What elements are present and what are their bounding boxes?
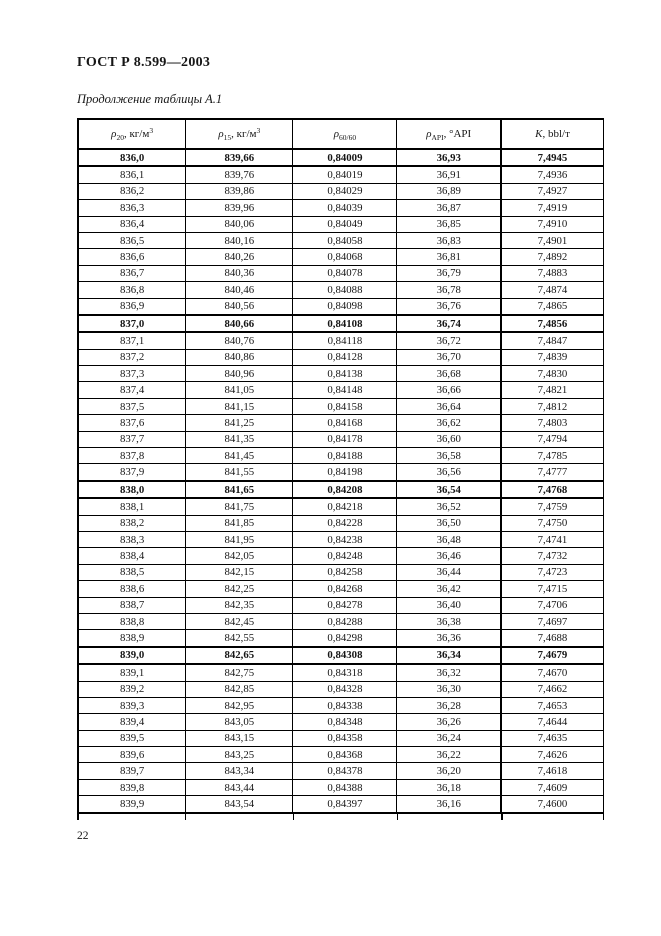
table-cell: 839,96 <box>186 200 293 216</box>
table-cell: 0,84128 <box>293 349 397 365</box>
table-row <box>78 697 604 713</box>
table-cell: 840,86 <box>186 349 293 365</box>
table-cell: 0,84248 <box>293 548 397 564</box>
table-cell: 837,3 <box>78 366 186 382</box>
table-cell: 0,84029 <box>293 183 397 199</box>
table-cell: 36,30 <box>397 681 501 697</box>
table-row <box>78 779 604 795</box>
table-cell: 36,76 <box>397 298 501 315</box>
table-cell: 838,3 <box>78 531 186 547</box>
table-cell: 841,75 <box>186 498 293 515</box>
table-cell: 36,42 <box>397 581 501 597</box>
table-cell: 7,4626 <box>501 747 604 763</box>
table-row <box>78 464 604 481</box>
table-cell: 7,4609 <box>501 779 604 795</box>
table-row <box>78 564 604 580</box>
table-cell: 0,84078 <box>293 265 397 281</box>
table-row <box>78 664 604 681</box>
table-cell: 836,5 <box>78 232 186 248</box>
table-cell: 0,84039 <box>293 200 397 216</box>
table-row <box>78 298 604 315</box>
table-cell: 7,4662 <box>501 681 604 697</box>
table-cell: 36,85 <box>397 216 501 232</box>
table-cell: 0,84228 <box>293 515 397 531</box>
table-cell: 837,2 <box>78 349 186 365</box>
table-cell: 7,4732 <box>501 548 604 564</box>
table-row <box>78 531 604 547</box>
table-cell: 36,91 <box>397 166 501 183</box>
table-cell: 36,81 <box>397 249 501 265</box>
table-cell: 0,84068 <box>293 249 397 265</box>
table-cell: 36,54 <box>397 481 501 498</box>
table-cell: 839,0 <box>78 647 186 664</box>
table-cell: 36,89 <box>397 183 501 199</box>
table-cell: 837,0 <box>78 315 186 332</box>
table-cell: 839,6 <box>78 747 186 763</box>
table-cell: 36,74 <box>397 315 501 332</box>
table-cell: 7,4741 <box>501 531 604 547</box>
table-cell: 36,22 <box>397 747 501 763</box>
table-cell: 843,44 <box>186 779 293 795</box>
table-cell: 36,16 <box>397 796 501 813</box>
table-row <box>78 183 604 199</box>
table-cell: 836,8 <box>78 282 186 298</box>
table-cell: 7,4945 <box>501 149 604 166</box>
table-cell: 841,05 <box>186 382 293 398</box>
table-cell: 841,95 <box>186 531 293 547</box>
table-cell: 0,84019 <box>293 166 397 183</box>
column-header: $\rho_{20}$, $кг/м^3$ <box>78 119 186 149</box>
table-cell: 7,4936 <box>501 166 604 183</box>
table-cell: 840,26 <box>186 249 293 265</box>
table-cell: 840,66 <box>186 315 293 332</box>
table-cell: 841,35 <box>186 431 293 447</box>
table-row <box>78 613 604 629</box>
table-cell: 0,84158 <box>293 398 397 414</box>
table-cell: 0,84288 <box>293 613 397 629</box>
table-row <box>78 398 604 414</box>
table-cell: 842,65 <box>186 647 293 664</box>
table-cell: 842,85 <box>186 681 293 697</box>
table-cell: 0,84358 <box>293 730 397 746</box>
table-cell: 0,84098 <box>293 298 397 315</box>
table-cell: 841,65 <box>186 481 293 498</box>
table-cell: 36,18 <box>397 779 501 795</box>
table-cell: 7,4785 <box>501 448 604 464</box>
table-row <box>78 796 604 813</box>
column-header: K, bbl/т <box>501 119 604 149</box>
table-cell: 838,7 <box>78 597 186 613</box>
table-cell: 839,7 <box>78 763 186 779</box>
table-cell: 0,84188 <box>293 448 397 464</box>
table-cell: 36,70 <box>397 349 501 365</box>
table-cell: 837,6 <box>78 415 186 431</box>
table-cell: 7,4910 <box>501 216 604 232</box>
table-cell: 842,45 <box>186 613 293 629</box>
table-cell: 7,4618 <box>501 763 604 779</box>
table-cell: 36,52 <box>397 498 501 515</box>
table-continuation-tick <box>293 814 294 820</box>
table-cell: 0,84348 <box>293 714 397 730</box>
table-row <box>78 149 604 166</box>
table-cell: 36,60 <box>397 431 501 447</box>
table-row <box>78 630 604 647</box>
table-caption: Продолжение таблицы А.1 <box>77 92 223 106</box>
table-cell: 841,45 <box>186 448 293 464</box>
table-cell: 838,4 <box>78 548 186 564</box>
table-cell: 836,0 <box>78 149 186 166</box>
table-cell: 0,84238 <box>293 531 397 547</box>
table-cell: 836,6 <box>78 249 186 265</box>
document-number: ГОСТ Р 8.599—2003 <box>77 55 211 70</box>
table-row <box>78 515 604 531</box>
table-cell: 842,35 <box>186 597 293 613</box>
table-cell: 7,4688 <box>501 630 604 647</box>
table-cell: 0,84318 <box>293 664 397 681</box>
table-row <box>78 200 604 216</box>
table-cell: 36,93 <box>397 149 501 166</box>
table-cell: 7,4759 <box>501 498 604 515</box>
table-cell: 0,84088 <box>293 282 397 298</box>
table-cell: 0,84138 <box>293 366 397 382</box>
table-cell: 840,46 <box>186 282 293 298</box>
table-cell: 837,8 <box>78 448 186 464</box>
table-header-row <box>78 119 604 149</box>
table-body <box>78 149 604 813</box>
table-cell: 7,4600 <box>501 796 604 813</box>
table-cell: 7,4777 <box>501 464 604 481</box>
table-cell: 7,4644 <box>501 714 604 730</box>
table-cell: 7,4901 <box>501 232 604 248</box>
table-cell: 0,84308 <box>293 647 397 664</box>
table-continuation-tick <box>77 814 79 820</box>
table-cell: 0,84338 <box>293 697 397 713</box>
table-cell: 36,20 <box>397 763 501 779</box>
table-cell: 7,4723 <box>501 564 604 580</box>
table-cell: 0,84108 <box>293 315 397 332</box>
table-cell: 36,38 <box>397 613 501 629</box>
table-cell: 7,4794 <box>501 431 604 447</box>
table-cell: 36,46 <box>397 548 501 564</box>
table-row <box>78 747 604 763</box>
table-cell: 36,48 <box>397 531 501 547</box>
table-cell: 836,4 <box>78 216 186 232</box>
table-cell: 839,3 <box>78 697 186 713</box>
table-cell: 839,9 <box>78 796 186 813</box>
table-cell: 36,28 <box>397 697 501 713</box>
table-cell: 7,4927 <box>501 183 604 199</box>
table-continuation-tick <box>397 814 398 820</box>
table-cell: 36,66 <box>397 382 501 398</box>
table-cell: 839,2 <box>78 681 186 697</box>
table-cell: 0,84278 <box>293 597 397 613</box>
table-cell: 7,4635 <box>501 730 604 746</box>
table-cell: 7,4856 <box>501 315 604 332</box>
table-cell: 837,5 <box>78 398 186 414</box>
table-cell: 0,84258 <box>293 564 397 580</box>
table-cell: 841,25 <box>186 415 293 431</box>
table-cell: 840,76 <box>186 332 293 349</box>
table-cell: 7,4821 <box>501 382 604 398</box>
column-header: $\rho_{15}$, $кг/м^3$ <box>186 119 293 149</box>
table-cell: 7,4839 <box>501 349 604 365</box>
table-cell: 841,15 <box>186 398 293 414</box>
table-cell: 836,2 <box>78 183 186 199</box>
table-row <box>78 730 604 746</box>
table-cell: 843,25 <box>186 747 293 763</box>
table-row <box>78 166 604 183</box>
table-cell: 839,1 <box>78 664 186 681</box>
table-cell: 0,84378 <box>293 763 397 779</box>
table-cell: 36,62 <box>397 415 501 431</box>
table-cell: 840,56 <box>186 298 293 315</box>
table-cell: 7,4750 <box>501 515 604 531</box>
table-cell: 837,9 <box>78 464 186 481</box>
column-header: $\rho_{API}$, °API <box>397 119 501 149</box>
table-continuation-tick <box>501 814 503 820</box>
table-cell: 839,8 <box>78 779 186 795</box>
table-cell: 839,76 <box>186 166 293 183</box>
table-cell: 0,84178 <box>293 431 397 447</box>
table-row <box>78 498 604 515</box>
table-row <box>78 382 604 398</box>
table-cell: 838,1 <box>78 498 186 515</box>
table-cell: 839,4 <box>78 714 186 730</box>
table-cell: 836,7 <box>78 265 186 281</box>
table-cell: 843,05 <box>186 714 293 730</box>
table-cell: 842,25 <box>186 581 293 597</box>
table-cell: 836,1 <box>78 166 186 183</box>
table-cell: 36,58 <box>397 448 501 464</box>
table-cell: 36,83 <box>397 232 501 248</box>
table-row <box>78 332 604 349</box>
table-cell: 842,55 <box>186 630 293 647</box>
table-cell: 0,84049 <box>293 216 397 232</box>
table-cell: 36,64 <box>397 398 501 414</box>
table-continuation-tick <box>603 814 604 820</box>
table-cell: 7,4919 <box>501 200 604 216</box>
table-cell: 843,54 <box>186 796 293 813</box>
table-row <box>78 597 604 613</box>
table-cell: 0,84148 <box>293 382 397 398</box>
table-cell: 0,84009 <box>293 149 397 166</box>
table-cell: 36,34 <box>397 647 501 664</box>
table-row <box>78 216 604 232</box>
table-cell: 0,84328 <box>293 681 397 697</box>
table-cell: 36,26 <box>397 714 501 730</box>
table-row <box>78 581 604 597</box>
table-cell: 837,1 <box>78 332 186 349</box>
table-cell: 842,95 <box>186 697 293 713</box>
table-continuation-tick <box>185 814 186 820</box>
table-cell: 0,84058 <box>293 232 397 248</box>
table-cell: 841,85 <box>186 515 293 531</box>
table-cell: 7,4670 <box>501 664 604 681</box>
table-cell: 7,4883 <box>501 265 604 281</box>
table-row <box>78 349 604 365</box>
table-cell: 840,36 <box>186 265 293 281</box>
table-cell: 7,4830 <box>501 366 604 382</box>
table-cell: 842,05 <box>186 548 293 564</box>
table-cell: 842,15 <box>186 564 293 580</box>
table-cell: 836,3 <box>78 200 186 216</box>
table-cell: 0,84368 <box>293 747 397 763</box>
table-cell: 838,5 <box>78 564 186 580</box>
table-cell: 0,84118 <box>293 332 397 349</box>
table-cell: 36,72 <box>397 332 501 349</box>
table-cell: 837,7 <box>78 431 186 447</box>
table-row <box>78 249 604 265</box>
table-cell: 837,4 <box>78 382 186 398</box>
table-cell: 0,84397 <box>293 796 397 813</box>
table-cell: 0,84298 <box>293 630 397 647</box>
table-cell: 840,06 <box>186 216 293 232</box>
table-cell: 36,56 <box>397 464 501 481</box>
page-number: 22 <box>77 829 89 842</box>
table-cell: 838,8 <box>78 613 186 629</box>
table-cell: 7,4706 <box>501 597 604 613</box>
table-row <box>78 232 604 248</box>
table-cell: 839,5 <box>78 730 186 746</box>
table-cell: 841,55 <box>186 464 293 481</box>
table-cell: 7,4865 <box>501 298 604 315</box>
table-row <box>78 282 604 298</box>
table-row <box>78 548 604 564</box>
table-cell: 7,4715 <box>501 581 604 597</box>
table-cell: 0,84388 <box>293 779 397 795</box>
table-cell: 36,32 <box>397 664 501 681</box>
table-cell: 36,78 <box>397 282 501 298</box>
table-cell: 7,4697 <box>501 613 604 629</box>
table-cell: 838,9 <box>78 630 186 647</box>
table-cell: 838,0 <box>78 481 186 498</box>
table-cell: 36,79 <box>397 265 501 281</box>
table-cell: 36,44 <box>397 564 501 580</box>
density-conversion-table <box>77 118 604 814</box>
table-cell: 839,66 <box>186 149 293 166</box>
table-row <box>78 763 604 779</box>
table-cell: 7,4812 <box>501 398 604 414</box>
table-continuation-ticks <box>77 814 604 821</box>
table-cell: 7,4679 <box>501 647 604 664</box>
table-cell: 0,84208 <box>293 481 397 498</box>
table-cell: 36,24 <box>397 730 501 746</box>
table-cell: 0,84268 <box>293 581 397 597</box>
column-header: $\rho_{60/60}$ <box>293 119 397 149</box>
table-row <box>78 448 604 464</box>
table-cell: 7,4892 <box>501 249 604 265</box>
table-cell: 7,4847 <box>501 332 604 349</box>
table-row <box>78 714 604 730</box>
table-cell: 36,50 <box>397 515 501 531</box>
table-cell: 839,86 <box>186 183 293 199</box>
table-cell: 7,4653 <box>501 697 604 713</box>
table-cell: 36,40 <box>397 597 501 613</box>
table-cell: 36,87 <box>397 200 501 216</box>
table-cell: 840,16 <box>186 232 293 248</box>
table-cell: 0,84198 <box>293 464 397 481</box>
table-cell: 836,9 <box>78 298 186 315</box>
table-cell: 838,2 <box>78 515 186 531</box>
table-cell: 838,6 <box>78 581 186 597</box>
table-cell: 0,84218 <box>293 498 397 515</box>
table-row <box>78 431 604 447</box>
table-cell: 842,75 <box>186 664 293 681</box>
table-row <box>78 647 604 664</box>
table-cell: 7,4803 <box>501 415 604 431</box>
table-cell: 36,68 <box>397 366 501 382</box>
table-row <box>78 415 604 431</box>
table-row <box>78 366 604 382</box>
table-row <box>78 315 604 332</box>
table-cell: 843,15 <box>186 730 293 746</box>
table-row <box>78 681 604 697</box>
page-content <box>77 0 604 842</box>
table-cell: 840,96 <box>186 366 293 382</box>
table-row <box>78 265 604 281</box>
table-cell: 36,36 <box>397 630 501 647</box>
table-cell: 843,34 <box>186 763 293 779</box>
table-cell: 7,4874 <box>501 282 604 298</box>
table-row <box>78 481 604 498</box>
table-cell: 0,84168 <box>293 415 397 431</box>
table-cell: 7,4768 <box>501 481 604 498</box>
